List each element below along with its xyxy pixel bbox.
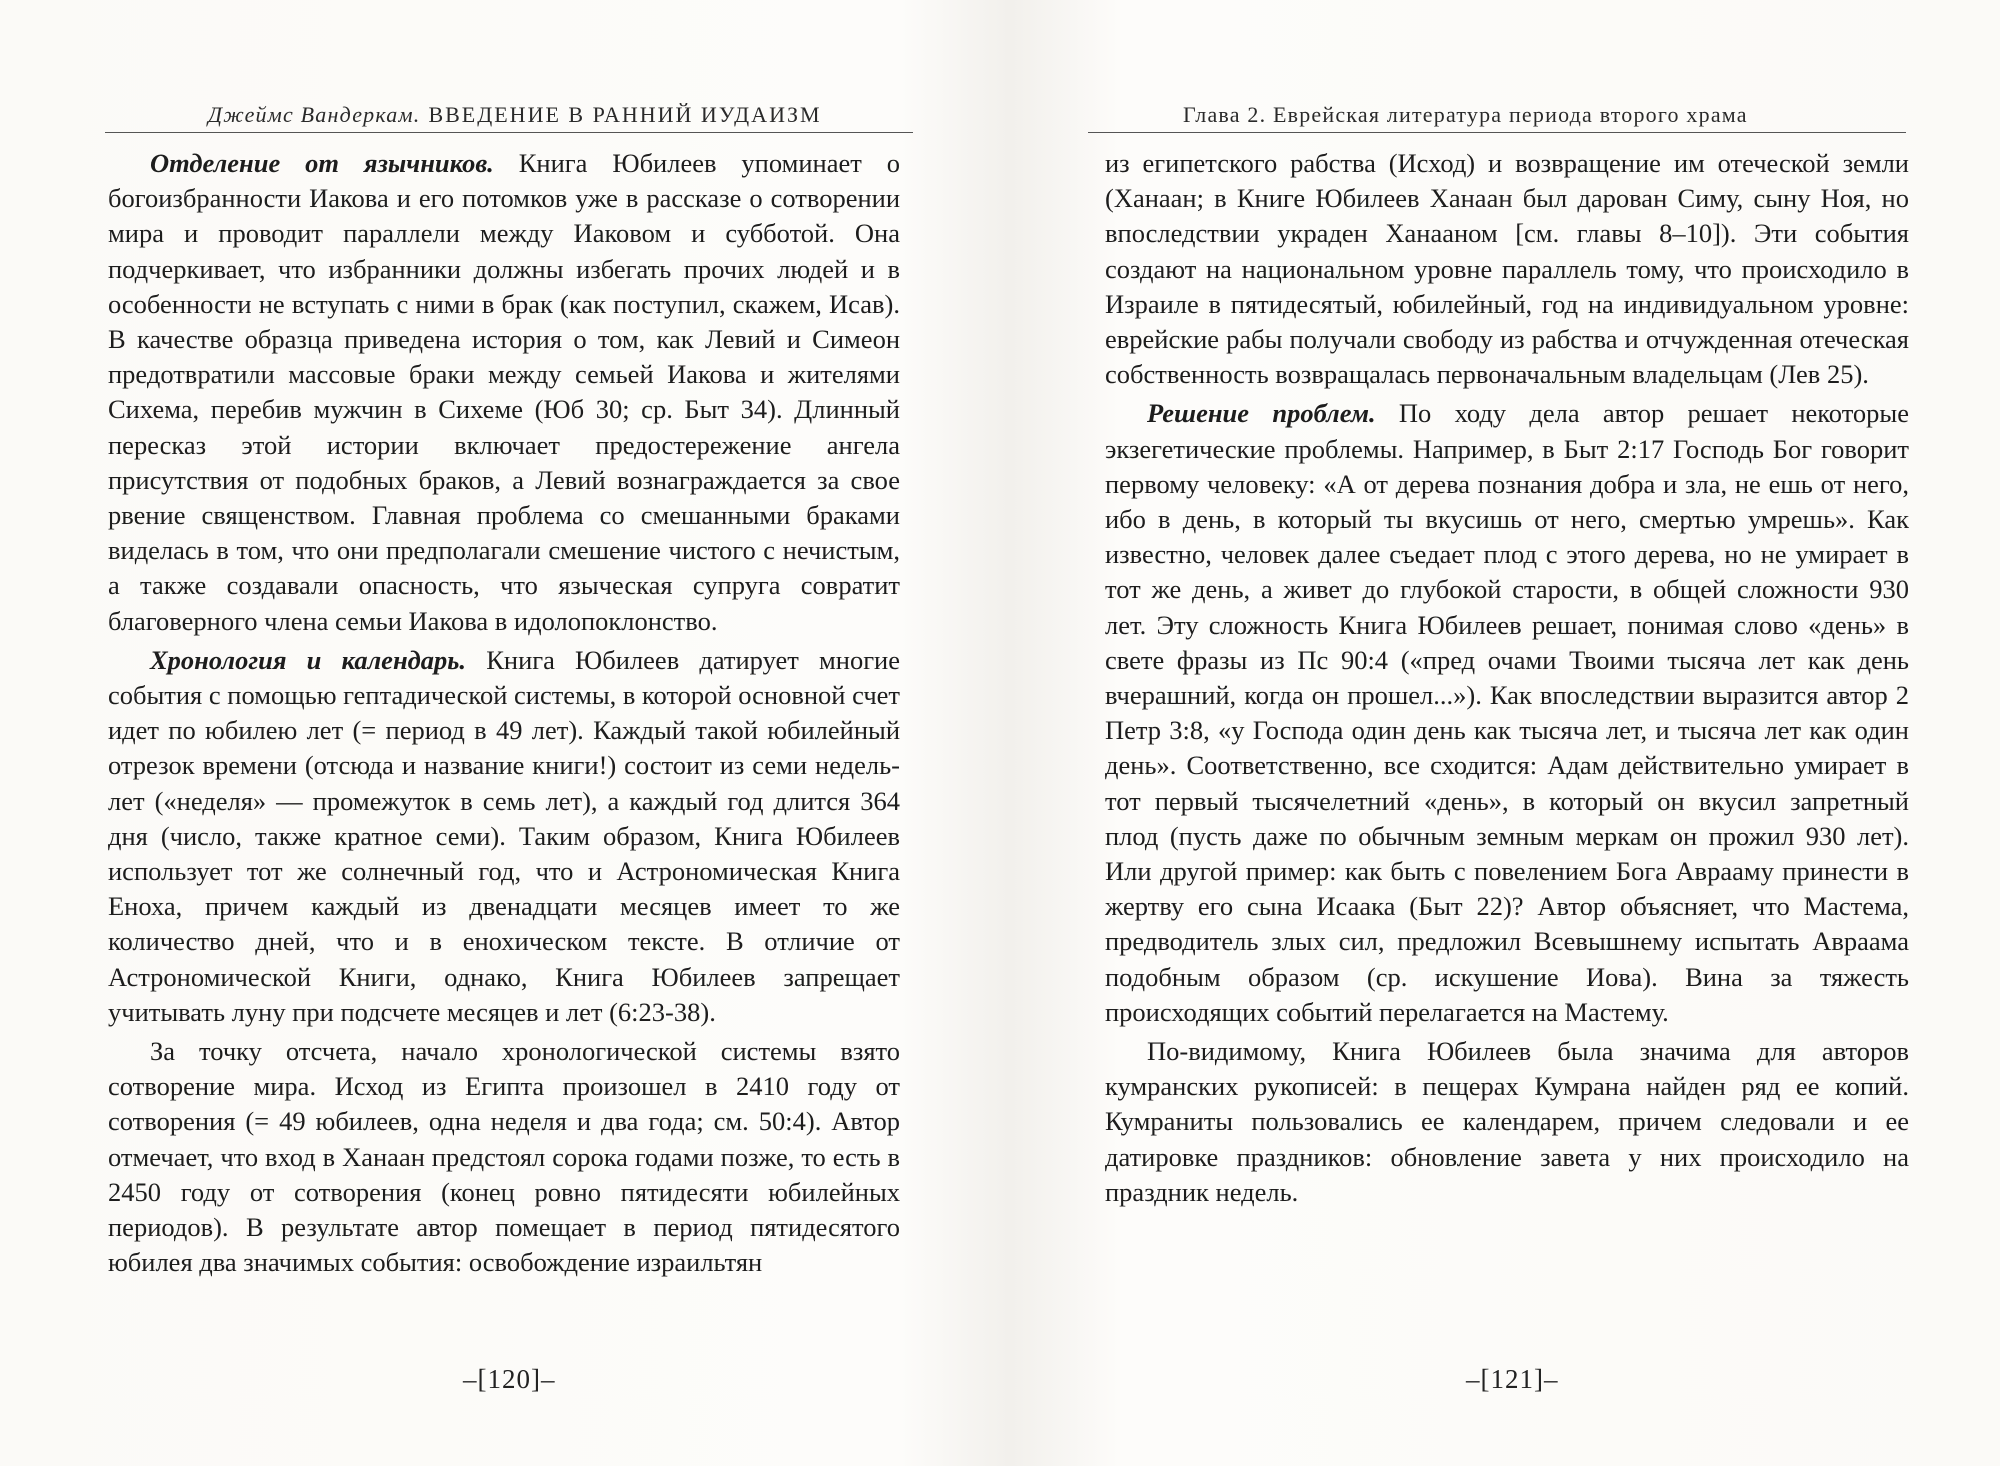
running-head-book-title: ВВЕДЕНИЕ В РАННИЙ ИУДАИЗМ: [428, 102, 822, 127]
page-number-left: –[120]–: [463, 1364, 556, 1394]
paragraph-text: Книга Юбилеев датирует многие события с помощью гептадической системы, в которой основной счет идет по юбилею лет (= период в 49 лет). Каждый такой юбилейный отрезок времени (отсюда и название книги!) состоит из семи недель-лет («неделя» — промежуток в семь лет), а каждый год длится 364 дня (число, также кратное семи). Таким образом, Книга Юбилеев использует тот же солнечный год, что и Астрономическая Книга Еноха, причем каждый из двенадцати месяцев имеет то же количество дней, что и в енохическом тексте. В отличие от Астрономической Книги, однако, Книга Юбилеев запрещает учитывать луну при подсчете месяцев и лет (6:23-38).: [108, 644, 901, 1027]
running-head-right: [1183, 94, 1823, 128]
paragraph-lead: Отделение от язычников.: [150, 148, 494, 178]
right-page: [1000, 0, 2000, 1466]
paragraph-text: Книга Юбилеев упоминает о богоизбранности Иакова и его потомков уже в рассказе о сотворении мира и проводит параллели между Иаковом и субботой. Она подчеркивает, что избранники должны избегать прочих людей и в особенности не вступать с ними в брак (как поступил, скажем, Исав). В качестве образца приведена история о том, как Левий и Симеон предотвратили массовые браки между семьей Иакова и жителями Сихема, перебив мужчин в Сихеме (Юб 30; ср. Быт 34). Длинный пересказ этой истории включает предостережение ангела присутствия от подобных браков, а Левий вознаграждается за свое рвение священством. Главная проблема со смешанными браками виделась в том, что они предполагали смешение чистого с нечистым, а также создавали опасность, что языческая супруга совратит благоверного члена семьи Иакова в идолопоклонство.: [108, 148, 900, 636]
header-rule-right: [1088, 132, 1906, 133]
running-head-chapter: Глава 2. Еврейская литература периода второго храма: [1183, 102, 1748, 127]
paragraph-text: По-видимому, Книга Юбилеев была значима для авторов кумранских рукописей: в пещерах Кумрана найден ряд ее копий. Кумраниты пользовались ее календарем, причем следовали и ее датировке праздников: обновление завета у них происходило на праздник недель.: [1105, 1036, 1909, 1207]
paragraph-qumran: [1105, 1034, 1909, 1210]
paragraph-lead: Хронология и календарь.: [150, 644, 467, 675]
paragraph-text: из египетского рабства (Исход) и возвращение им отеческой земли (Ханаан; в Книге Юбилеев Ханаан был дарован Симу, сыну Ноя, но впоследствии украден Ханааном [см. главы 8–10]). Эти события создают на национальном уровне параллель тому, что происходило в Израиле в пятидесятый, юбилейный, год на индивидуальном уровне: еврейские рабы получали свободу из рабства и отчужденная отеческая собственность возвращалась первоначальным владельцам (Лев 25).: [1105, 148, 1909, 390]
paragraph-reference-point: [108, 1034, 900, 1280]
paragraph-lead: Решение проблем.: [1147, 398, 1376, 429]
paragraph-problem-solving: [1105, 396, 1909, 1030]
page-number-right: –[121]–: [1466, 1364, 1559, 1394]
paragraph-text: За точку отсчета, начало хронологической системы взято сотворение мира. Исход из Египта произошел в 2410 году от сотворения (= 49 юбилеев, одна неделя и два года; см. 50:4). Автор отмечает, что вход в Ханаан предстоял сорока годами позже, то есть в 2450 году от сотворения (конец ровно пятидесяти юбилейных периодов). В результате автор помещает в период пятидесятого юбилея два значимых события: освобождение израильтян: [108, 1036, 900, 1278]
running-head-left: [208, 94, 898, 128]
running-head-author: Джеймс Вандеркам.: [208, 102, 421, 127]
paragraph-separation: [108, 146, 900, 639]
left-page-body: [108, 146, 900, 1285]
paragraph-text: По ходу дела автор решает некоторые экзегетические проблемы. Например, в Быт 2:17 Господь Бог говорит первому человеку: «А от дерева познания добра и зла, не ешь от него, ибо в день, в который ты вкусишь от него, смертью умрешь». Как известно, человек далее съедает плод с этого дерева, но не умирает в тот же день, а живет до глубокой старости, в общей сложности 930 лет. Эту сложность Книга Юбилеев решает, понимая слово «день» в свете фразы из Пс 90:4 («пред очами Твоими тысяча лет как день вчерашний, когда он прошел...»). Как впоследствии выразится автор 2 Петр 3:8, «у Господа один день как тысяча лет, и тысяча лет как один день». Соответственно, все сходится: Адам действительно умирает в тот первый тысячелетний «день», в который он вкусил запретный плод (пусть даже по обычным земным меркам он прожил 930 лет). Или другой пример: как быть с повелением Бога Аврааму принести в жертву его сына Исаака (Быт 22)? Автор объясняет, что Мастема, предводитель злых сил, предложил Всевышнему испытать Авраама подобным образом (ср. искушение Иова). Вина за тяжесть происходящих событий перелагается на Мастему.: [1105, 398, 1909, 1027]
paragraph-chronology: [108, 643, 900, 1030]
right-page-body: [1105, 146, 1909, 1214]
header-rule-left: [105, 132, 913, 133]
paragraph-continuation: [1105, 146, 1909, 392]
